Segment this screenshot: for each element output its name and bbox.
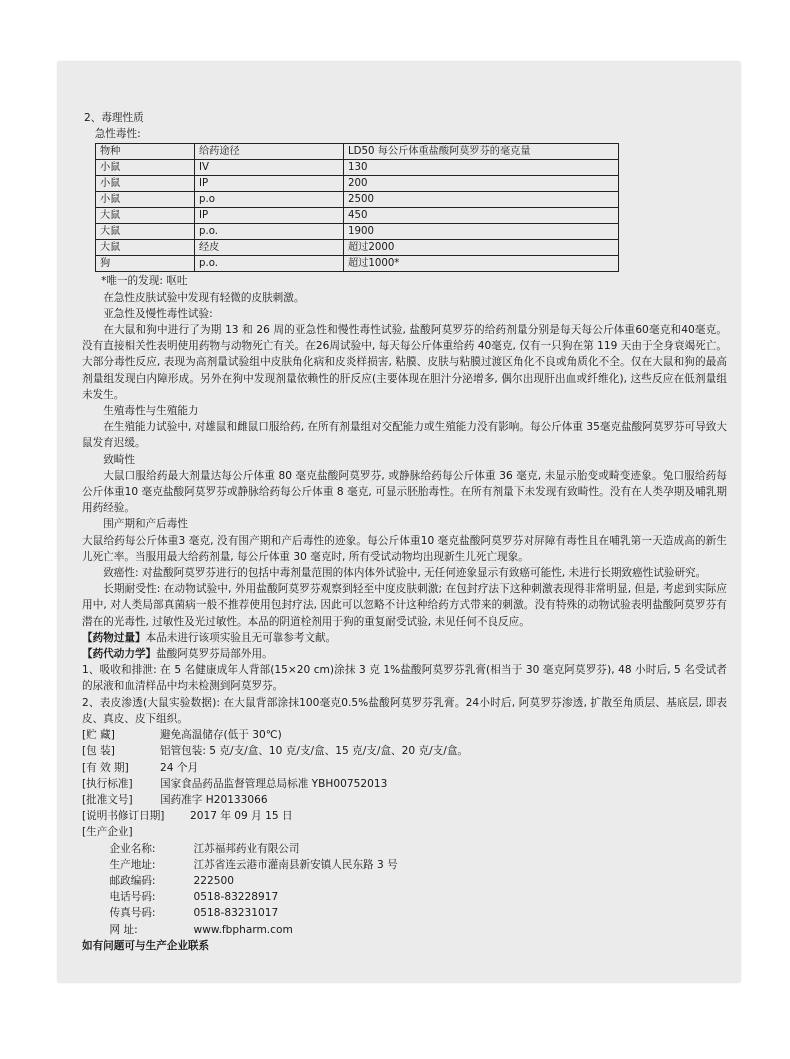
table-cell: 200	[344, 176, 619, 192]
table-cell: p.o.	[195, 256, 344, 272]
company-label: 传真号码:	[109, 907, 156, 920]
field-approval-number	[82, 792, 727, 808]
table-row	[96, 256, 619, 272]
field-label: [贮 藏]	[82, 729, 115, 742]
company-label: 邮政编码:	[109, 874, 156, 887]
producer-label: [生产企业]	[82, 826, 133, 839]
subchronic-title: 亚急性及慢性毒性试验:	[103, 307, 213, 320]
table-header-cell: 给药途径	[195, 144, 344, 160]
table-cell: 狗	[96, 256, 195, 272]
overdose-label: 【药物过量】	[82, 631, 146, 644]
company-postcode-line	[82, 873, 727, 889]
info-fields	[82, 727, 727, 824]
field-value: 铝管包装: 5 克/支/盒、10 克/支/盒、15 克/支/盒、20 克/支/盒。	[160, 745, 469, 758]
field-value: 2017 年 09 月 15 日	[190, 810, 293, 823]
table-cell: 大鼠	[96, 224, 195, 240]
pk-section	[82, 646, 727, 662]
company-address-line	[82, 857, 727, 873]
pk-item-1: 1、吸收和排泄: 在 5 名健康成年人背部(15×20 cm)涂抹 3 克 1%盐酸阿莫罗芬乳膏(相当于 30 毫克阿莫罗芬), 48 小时后, 5 名受试者的尿液和血清样品中均未检测到阿莫罗芬。	[82, 664, 727, 693]
field-shelf-life	[82, 760, 727, 776]
table-cell: IP	[195, 176, 344, 192]
table-cell: 大鼠	[96, 208, 195, 224]
field-value: 国药准字 H20133066	[160, 793, 268, 806]
company-name-line	[82, 841, 727, 857]
table-cell: 小鼠	[96, 176, 195, 192]
field-package	[82, 743, 727, 759]
table-row	[96, 240, 619, 256]
table-cell: p.o.	[195, 224, 344, 240]
table-row	[96, 192, 619, 208]
table-cell: p.o	[195, 192, 344, 208]
company-value: 0518-83228917	[193, 891, 279, 904]
document-sheet	[58, 62, 740, 982]
company-phone-line	[82, 889, 727, 905]
company-value: 江苏福邦药业有限公司	[193, 842, 300, 855]
company-value: 江苏省连云港市灌南县新安镇人民东路 3 号	[193, 858, 398, 871]
contact-note: 如有问题可与生产企业联系	[82, 939, 210, 952]
company-label: 生产地址:	[109, 858, 156, 871]
company-label: 网 址:	[109, 923, 138, 936]
table-row	[96, 160, 619, 176]
skin-note: 在急性皮肤试验中发现有轻微的皮肤刺激。	[103, 291, 305, 304]
table-cell: IV	[195, 160, 344, 176]
pk-label: 【药代动力学】	[82, 648, 157, 661]
field-value: 国家食品药品监督管理总局标准 YBH00752013	[160, 777, 388, 790]
company-label: 电话号码:	[109, 891, 156, 904]
table-footnote: *唯一的发现: 呕吐	[101, 275, 188, 288]
section-heading: 2、毒理性质	[84, 112, 144, 124]
company-value: www.fbpharm.com	[193, 923, 293, 936]
field-revision-date	[82, 808, 727, 824]
table-header-cell: LD50 每公斤体重盐酸阿莫罗芬的毫克量	[344, 144, 619, 160]
field-label: [包 装]	[82, 745, 115, 758]
peri-title: 围产期和产后毒性	[103, 518, 188, 531]
table-cell: 1900	[344, 224, 619, 240]
acute-toxicity-title: 急性毒性:	[94, 128, 141, 141]
subchronic-text: 在大鼠和狗中进行了为期 13 和 26 周的亚急性和慢性毒性试验, 盐酸阿莫罗芬的给药剂量分别是每天每公斤体重60毫克和40毫克。没有直接相关性表明使用药物与动物死亡有关。在26周试验中, 每天每公斤体重给药 40毫克, 仅有一只狗在第 119 天由于全身衰竭死亡。大部分毒性反应, 表现为高剂量试验组中皮肤角化病和皮炎样损害, 粘膜、皮肤与粘膜过渡区角化不良或角质化不全。仅在大鼠和狗的最高剂量组发现白内障形成。另外在狗中发现剂量依赖性的肝反应(主要体现在胆汁分泌增多, 偶尔出现肝出血或纤维化), 这些反应在低剂量组未发生。	[82, 324, 727, 401]
field-value: 24 个月	[160, 761, 199, 774]
table-cell: 130	[344, 160, 619, 176]
longterm-text: 长期耐受性: 在动物试验中, 外用盐酸阿莫罗芬观察到轻至中度皮肤刺激; 在包封疗法下这种刺激表现得非常明显, 但是, 考虑到实际应用中, 对人类局部真菌病一般不推荐使用包封疗法, 因此可以忽略不计这种给药方式带来的刺激。没有特殊的动物试验表明盐酸阿莫罗芬有潜在的光毒性, 过敏性及光过敏性。本品的阴道栓剂用于狗的重复耐受试验, 未见任何不良反应。	[82, 583, 727, 628]
overdose-text: 本品未进行该项实验且无可靠参考文献。	[145, 631, 337, 644]
peri-text: 大鼠给药每公斤体重3 毫克, 没有围产期和产后毒性的迹象。每公斤体重10 毫克盐酸阿莫罗芬对屏障有毒性且在哺乳第一天造成高的新生儿死亡率。当服用最大给药剂量, 每公斤体重 30 毫克时, 所有受试动物均出现新生儿死亡现象。	[82, 534, 727, 563]
company-website-line	[82, 922, 727, 938]
table-cell: 大鼠	[96, 240, 195, 256]
repro-text: 在生殖能力试验中, 对雄鼠和雌鼠口服给药, 在所有剂量组对交配能力或生殖能力没有影响。每公斤体重 35毫克盐酸阿莫罗芬可导致大鼠发育迟缓。	[82, 421, 727, 450]
field-standard	[82, 776, 727, 792]
company-info	[82, 841, 727, 938]
field-label: [执行标准]	[82, 777, 133, 790]
table-cell: 小鼠	[96, 160, 195, 176]
table-row	[96, 176, 619, 192]
field-storage	[82, 727, 727, 743]
overdose-section	[82, 630, 727, 646]
table-header-cell: 物种	[96, 144, 195, 160]
company-label: 企业名称:	[109, 842, 156, 855]
acute-toxicity-table	[95, 143, 619, 272]
table-cell: 2500	[344, 192, 619, 208]
field-label: [批准文号]	[82, 793, 133, 806]
pk-text: 盐酸阿莫罗芬局部外用。	[156, 648, 273, 661]
document-content	[82, 110, 727, 954]
field-label: [说明书修订日期]	[82, 810, 165, 823]
field-value: 避免高温储存(低于 30℃)	[160, 729, 282, 742]
table-cell: 超过1000*	[344, 256, 619, 272]
table-row	[96, 224, 619, 240]
table-cell: 经皮	[195, 240, 344, 256]
repro-title: 生殖毒性与生殖能力	[103, 405, 199, 418]
company-value: 222500	[193, 874, 234, 887]
table-cell: 超过2000	[344, 240, 619, 256]
pk-item-2: 2、表皮渗透(大鼠实验数据): 在大鼠背部涂抹100毫克0.5%盐酸阿莫罗芬乳膏。24小时后, 阿莫罗芬渗透, 扩散至角质层、基底层, 即表皮、真皮、皮下组织。	[82, 696, 727, 725]
field-label: [有 效 期]	[82, 761, 129, 774]
table-cell: IP	[195, 208, 344, 224]
table-row	[96, 208, 619, 224]
table-header-row	[96, 144, 619, 160]
company-value: 0518-83231017	[193, 907, 279, 920]
carcino-text: 致癌性: 对盐酸阿莫罗芬进行的包括中毒剂量范围的体内体外试验中, 无任何迹象显示有致癌可能性, 未进行长期致癌性试验研究。	[103, 567, 707, 580]
table-cell: 小鼠	[96, 192, 195, 208]
table-cell: 450	[344, 208, 619, 224]
terato-title: 致畸性	[103, 453, 135, 466]
company-fax-line	[82, 905, 727, 921]
terato-text: 大鼠口服给药最大剂量达每公斤体重 80 毫克盐酸阿莫罗芬, 或静脉给药每公斤体重 36 毫克, 未显示胎变或畸变迹象。兔口服给药每公斤体重10 毫克盐酸阿莫罗芬或静脉给药每公斤体重 8 毫克, 可显示胚胎毒性。在所有剂量下未发现有致畸性。没有在人类孕期及哺乳期用药经验。	[82, 469, 727, 515]
